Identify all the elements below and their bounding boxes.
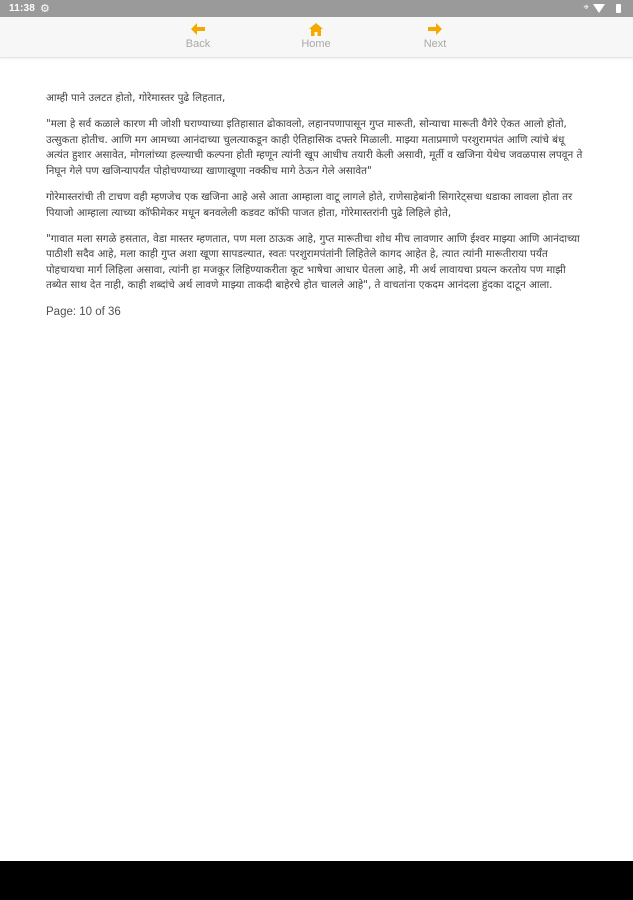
status-time: 11:38	[9, 3, 36, 14]
story-paragraph: "गावात मला सगळे हसतात, वेडा मास्तर म्हणतात, पण मला ठाऊक आहे, गुप्त मारूतीचा शोध मीच लावणार आणि ईश्वर माझ्या आणि आनंदाच्या पाठीशी सदैव आहे, मला काही गुप्त अशा खूणा सापडल्यात, स्वतः परशुरामपंतांनी लिहितेले कागद आहेत हे, त्यात त्यांनी मारूतीराया पर्यंत पोहचायचा मार्ग लिहिला असावा, त्यांनी हा मजकूर लिहिण्याकरीता कूट भाषेचा आधार घेतला आहे, मी अर्थ लावायचा प्रयत्न करतोय पण माझी तब्येत साथ देत नाही, काही शब्दांचे अर्थ लावणे माझ्या ताकदी बाहेरचे होत चालले आहे", ते वाचतांना एकदम आनंदला हुंदका दाटून आला.	[46, 232, 580, 292]
battery-icon	[616, 4, 621, 13]
home-button[interactable]	[281, 23, 351, 50]
back-label: Back	[185, 38, 211, 50]
story-paragraph: "मला हे सर्व कळाले कारण मी जोशी घराण्याच्या इतिहासात ढोकावलो, लहानपणापासून गुप्त मारूती, सोन्याचा मारूती वैगेरे ऐकत आलो होतो, उत्सुकता होतीच. आणि मग आमच्या आनंदाच्या चुलत्याकडून काही ऐतिहासिक दफ्तरे मिळाली. माझ्या मताप्रमाणे परशुरामपंत आणि त्यांचे बंधू अत्यंत हुशार असावेत, मोगलांच्या हल्ल्याची कल्पना होती म्हणून त्यांनी खूप आधीच तयारी केली असावी, मूर्ती व खजिना येथेच जवळपास लपवून ते निघून गेले पण खजिन्यापर्यंत पोहोचण्याच्या खाणाखूणा नक्कीच मागे ठेऊन गेले असावेत"	[46, 118, 583, 177]
system-navigation-bar	[0, 861, 633, 900]
home-icon	[281, 23, 351, 37]
navigation-bar	[0, 17, 633, 58]
story-paragraph: गोरेमास्तरांची ती टाचण वही म्हणजेच एक खजिना आहे असे आता आम्हाला वाटू लागले होते, राणेसाहेबांनी सिगारेट्सचा धडाका लावला होता तर पियाजो आम्हाला त्याच्या कॉफीमेकर मधून बनवलेली कडवट कॉफी पाजत होता, गोरेमास्तरांनी पुढे लिहिले होते,	[46, 190, 573, 219]
page-indicator: Page: 10 of 36	[46, 305, 121, 318]
status-bar	[0, 0, 633, 17]
arrow-left-icon	[163, 23, 233, 37]
story-paragraph: आम्ही पाने उलटत होतो, गोरेमास्तर पुढे लिहतात,	[46, 92, 226, 104]
back-button[interactable]	[163, 23, 233, 50]
home-label: Home	[301, 38, 331, 50]
location-icon: ⌖	[583, 2, 589, 13]
next-button[interactable]	[400, 23, 470, 50]
next-label: Next	[423, 38, 447, 50]
arrow-right-icon	[400, 23, 470, 37]
settings-gear-icon: ⚙	[40, 3, 50, 15]
story-content	[46, 91, 586, 320]
wifi-icon	[593, 4, 605, 13]
